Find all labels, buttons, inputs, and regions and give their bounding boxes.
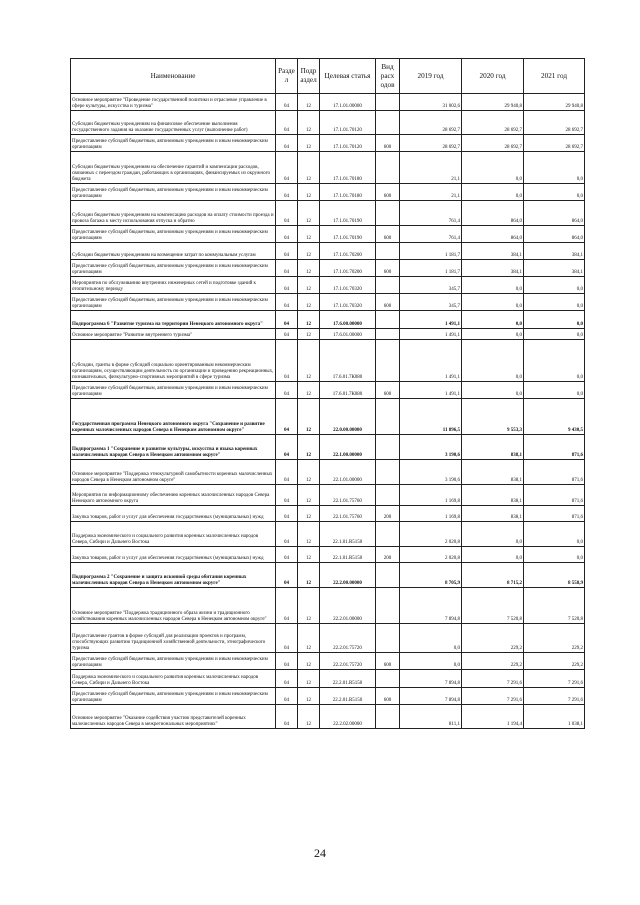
table-row <box>71 485 585 506</box>
row-podrazdel-cell: 12 <box>298 311 320 329</box>
row-expense-type-cell <box>376 243 400 260</box>
row-target-article-cell: 22.2.00.00000 <box>320 563 376 588</box>
row-expense-type-cell <box>376 311 400 329</box>
row-2020-cell: 8 715,2 <box>462 563 524 588</box>
row-target-article-cell: 17.6.00.00000 <box>320 311 376 329</box>
row-2020-cell: 7 291,6 <box>462 670 524 688</box>
row-2020-cell: 0,0 <box>462 329 524 340</box>
row-name-cell: Субсидии бюджетным учреждениям на возмещение затрат по коммунальным услугам <box>71 243 276 260</box>
row-podrazdel-cell: 12 <box>298 111 320 135</box>
row-2020-cell: 1 194,4 <box>462 705 524 729</box>
row-podrazdel-cell: 12 <box>298 243 320 260</box>
row-razdel-cell: 04 <box>276 653 298 670</box>
row-2021-cell: 229,2 <box>524 653 585 670</box>
budget-table-sheet <box>70 58 584 729</box>
row-razdel-cell: 04 <box>276 670 298 688</box>
row-expense-type-cell <box>376 624 400 653</box>
row-podrazdel-cell: 12 <box>298 201 320 226</box>
table-row <box>71 522 585 547</box>
row-podrazdel-cell: 12 <box>298 653 320 670</box>
row-2021-cell: 871,6 <box>524 506 585 522</box>
row-2020-cell: 28 692,7 <box>462 135 524 152</box>
row-target-article-cell: 22.2.02.00000 <box>320 705 376 729</box>
row-2021-cell: 0,0 <box>524 311 585 329</box>
table-row <box>71 277 585 294</box>
row-2021-cell: 384,1 <box>524 243 585 260</box>
row-target-article-cell: 22.1.01.R5150 <box>320 547 376 563</box>
row-expense-type-cell: 600 <box>376 260 400 277</box>
row-name-cell: Предоставление субсидий бюджетным, автономным учреждениям и иным некоммерческим организациям <box>71 260 276 277</box>
row-2021-cell: 0,0 <box>524 340 585 382</box>
row-razdel-cell: 04 <box>276 277 298 294</box>
table-row <box>71 624 585 653</box>
row-podrazdel-cell: 12 <box>298 152 320 184</box>
row-name-cell: Предоставление субсидий бюджетным, автономным учреждениям и иным некоммерческим организациям <box>71 184 276 201</box>
row-target-article-cell: 17.1.01.70320 <box>320 294 376 311</box>
row-2019-cell: 1 181,7 <box>400 243 462 260</box>
row-name-cell: Субсидии, гранты в форме субсидий социально ориентированным некоммерческим организациям, осуществляющим деятельность по организации и проведению рекреационных, познавательных, физкультурно-спортивных мероприятий в сфере туризма <box>71 340 276 382</box>
row-2021-cell: 28 692,7 <box>524 111 585 135</box>
row-2019-cell: 1 491,1 <box>400 340 462 382</box>
row-2021-cell: 871,6 <box>524 435 585 460</box>
row-target-article-cell: 17.1.01.70190 <box>320 226 376 243</box>
row-expense-type-cell <box>376 152 400 184</box>
header-year-2019: 2019 год <box>400 59 462 94</box>
row-2020-cell: 9 553,3 <box>462 399 524 435</box>
row-2020-cell: 864,0 <box>462 201 524 226</box>
row-podrazdel-cell: 12 <box>298 485 320 506</box>
row-podrazdel-cell: 12 <box>298 399 320 435</box>
row-target-article-cell: 22.1.01.75760 <box>320 485 376 506</box>
table-row <box>71 94 585 111</box>
row-name-cell: Предоставление субсидий бюджетным, автономным учреждениям и иным некоммерческим организациям <box>71 688 276 705</box>
row-2021-cell: 0,0 <box>524 382 585 399</box>
row-target-article-cell: 17.1.01.70120 <box>320 135 376 152</box>
row-2019-cell: 3 190,6 <box>400 460 462 485</box>
row-target-article-cell: 17.1.01.00000 <box>320 94 376 111</box>
page-number: 24 <box>314 846 326 860</box>
row-expense-type-cell: 600 <box>376 135 400 152</box>
table-row <box>71 435 585 460</box>
row-podrazdel-cell: 12 <box>298 260 320 277</box>
row-target-article-cell: 22.2.01.R5150 <box>320 688 376 705</box>
row-name-cell: Основное мероприятие "Проведение государственной политики и отраслевое управление в сфере культуры, искусства и туризма" <box>71 94 276 111</box>
row-razdel-cell: 04 <box>276 111 298 135</box>
row-target-article-cell: 17.6.01.00000 <box>320 329 376 340</box>
row-2021-cell: 7 291,6 <box>524 670 585 688</box>
row-podrazdel-cell: 12 <box>298 382 320 399</box>
row-2019-cell: 2 020,8 <box>400 522 462 547</box>
row-expense-type-cell <box>376 329 400 340</box>
row-razdel-cell: 04 <box>276 624 298 653</box>
row-name-cell: Предоставление субсидий бюджетным, автономным учреждениям и иным некоммерческим организациям <box>71 382 276 399</box>
row-name-cell: Предоставление грантов в форме субсидий для реализации проектов и программ, способствующих развитию традиционной хозяйственной деятельности, этнографического туризма <box>71 624 276 653</box>
header-name: Наименование <box>71 59 276 94</box>
row-podrazdel-cell: 12 <box>298 277 320 294</box>
row-2019-cell: 8 705,9 <box>400 563 462 588</box>
row-2020-cell: 0,0 <box>462 522 524 547</box>
row-2020-cell: 0,0 <box>462 547 524 563</box>
row-expense-type-cell <box>376 588 400 624</box>
row-podrazdel-cell: 12 <box>298 135 320 152</box>
row-2019-cell: 28 692,7 <box>400 111 462 135</box>
row-2021-cell: 0,0 <box>524 294 585 311</box>
row-2020-cell: 7 291,6 <box>462 688 524 705</box>
header-razdel: Разде л <box>276 59 298 94</box>
row-2020-cell: 0,0 <box>462 340 524 382</box>
table-row <box>71 135 585 152</box>
row-name-cell: Субсидии бюджетным учреждениям на компенсацию расходов на оплату стоимости проезда и провоза багажа к месту использования отпуска и обратно <box>71 201 276 226</box>
row-name-cell: Предоставление субсидий бюджетным, автономным учреждениям и иным некоммерческим организациям <box>71 226 276 243</box>
row-2019-cell: 28 692,7 <box>400 135 462 152</box>
row-2019-cell: 3 190,6 <box>400 435 462 460</box>
row-2019-cell: 0,0 <box>400 624 462 653</box>
row-target-article-cell: 17.6.01.7К080 <box>320 340 376 382</box>
row-target-article-cell: 17.1.01.70180 <box>320 184 376 201</box>
row-podrazdel-cell: 12 <box>298 588 320 624</box>
row-razdel-cell: 04 <box>276 399 298 435</box>
row-2021-cell: 0,0 <box>524 152 585 184</box>
header-podrazdel: Подр аздел <box>298 59 320 94</box>
row-2021-cell: 7 520,8 <box>524 588 585 624</box>
row-razdel-cell: 04 <box>276 226 298 243</box>
row-2021-cell: 871,6 <box>524 460 585 485</box>
table-row <box>71 563 585 588</box>
row-podrazdel-cell: 12 <box>298 184 320 201</box>
row-podrazdel-cell: 12 <box>298 688 320 705</box>
table-row <box>71 226 585 243</box>
header-expense-type: Вид расх одов <box>376 59 400 94</box>
row-name-cell: Мероприятия по обслуживанию внутренних инженерных сетей и подготовке зданий к отопительному периоду <box>71 277 276 294</box>
row-name-cell: Предоставление субсидий бюджетным, автономным учреждениям и иным некоммерческим организациям <box>71 294 276 311</box>
row-2021-cell: 864,0 <box>524 201 585 226</box>
row-2021-cell: 28 692,7 <box>524 135 585 152</box>
row-podrazdel-cell: 12 <box>298 506 320 522</box>
table-row <box>71 588 585 624</box>
row-2021-cell: 9 430,5 <box>524 399 585 435</box>
row-razdel-cell: 04 <box>276 460 298 485</box>
row-razdel-cell: 04 <box>276 152 298 184</box>
row-2019-cell: 345,7 <box>400 294 462 311</box>
row-target-article-cell: 17.1.01.70180 <box>320 152 376 184</box>
row-podrazdel-cell: 12 <box>298 670 320 688</box>
row-razdel-cell: 04 <box>276 260 298 277</box>
row-2019-cell: 2 020,8 <box>400 547 462 563</box>
row-target-article-cell: 17.1.01.70320 <box>320 277 376 294</box>
row-name-cell: Предоставление субсидий бюджетным, автономным учреждениям и иным некоммерческим организациям <box>71 653 276 670</box>
row-razdel-cell: 04 <box>276 94 298 111</box>
row-2019-cell: 1 491,1 <box>400 329 462 340</box>
row-expense-type-cell <box>376 670 400 688</box>
row-expense-type-cell: 600 <box>376 184 400 201</box>
row-razdel-cell: 04 <box>276 588 298 624</box>
table-row <box>71 260 585 277</box>
row-expense-type-cell: 200 <box>376 547 400 563</box>
row-2020-cell: 384,1 <box>462 260 524 277</box>
table-row <box>71 382 585 399</box>
row-2021-cell: 0,0 <box>524 277 585 294</box>
table-row <box>71 506 585 522</box>
row-2019-cell: 761,4 <box>400 201 462 226</box>
row-2021-cell: 871,6 <box>524 485 585 506</box>
row-name-cell: Основное мероприятие "Поддержка традиционного образа жизни и традиционного хозяйствования коренных малочисленных народов Севера в Ненецком автономном округе" <box>71 588 276 624</box>
row-razdel-cell: 04 <box>276 184 298 201</box>
row-2020-cell: 838,1 <box>462 485 524 506</box>
row-razdel-cell: 04 <box>276 705 298 729</box>
row-podrazdel-cell: 12 <box>298 340 320 382</box>
row-2021-cell: 229,2 <box>524 624 585 653</box>
row-podrazdel-cell: 12 <box>298 522 320 547</box>
row-2021-cell: 384,1 <box>524 260 585 277</box>
row-target-article-cell: 17.1.01.70200 <box>320 260 376 277</box>
table-row <box>71 311 585 329</box>
row-2021-cell: 864,0 <box>524 226 585 243</box>
row-target-article-cell: 22.1.00.00000 <box>320 435 376 460</box>
row-2020-cell: 864,0 <box>462 226 524 243</box>
row-2019-cell: 11 896,5 <box>400 399 462 435</box>
table-row <box>71 152 585 184</box>
row-name-cell: Основное мероприятие "Оказание содействия участию представителей коренных малочисленных народов Севера в межрегиональных мероприятиях" <box>71 705 276 729</box>
row-expense-type-cell: 600 <box>376 653 400 670</box>
row-2019-cell: 811,1 <box>400 705 462 729</box>
row-razdel-cell: 04 <box>276 329 298 340</box>
row-target-article-cell: 17.1.01.70120 <box>320 111 376 135</box>
row-2021-cell: 7 291,6 <box>524 688 585 705</box>
row-2019-cell: 31 002,6 <box>400 94 462 111</box>
row-2020-cell: 838,1 <box>462 460 524 485</box>
row-podrazdel-cell: 12 <box>298 705 320 729</box>
row-razdel-cell: 04 <box>276 311 298 329</box>
row-expense-type-cell <box>376 340 400 382</box>
table-row <box>71 329 585 340</box>
row-target-article-cell: 17.6.01.7К080 <box>320 382 376 399</box>
row-target-article-cell: 22.2.01.75720 <box>320 653 376 670</box>
row-expense-type-cell: 600 <box>376 688 400 705</box>
header-target-article: Целевая статья <box>320 59 376 94</box>
row-2019-cell: 1 491,1 <box>400 382 462 399</box>
header-year-2021: 2021 год <box>524 59 585 94</box>
row-podrazdel-cell: 12 <box>298 624 320 653</box>
row-2020-cell: 838,1 <box>462 435 524 460</box>
row-target-article-cell: 22.2.01.75720 <box>320 624 376 653</box>
row-2019-cell: 1 491,1 <box>400 311 462 329</box>
row-razdel-cell: 04 <box>276 201 298 226</box>
row-2020-cell: 384,1 <box>462 243 524 260</box>
row-name-cell: Подпрограмма 6 "Развитие туризма на территории Ненецкого автономного округа" <box>71 311 276 329</box>
row-target-article-cell: 22.2.01.R5150 <box>320 670 376 688</box>
row-name-cell: Основное мероприятие "Развитие внутреннего туризма" <box>71 329 276 340</box>
row-razdel-cell: 04 <box>276 382 298 399</box>
row-target-article-cell: 22.1.01.75760 <box>320 506 376 522</box>
table-row <box>71 688 585 705</box>
row-2021-cell: 0,0 <box>524 522 585 547</box>
table-row <box>71 670 585 688</box>
row-2021-cell: 0,0 <box>524 184 585 201</box>
row-2020-cell: 0,0 <box>462 311 524 329</box>
budget-table <box>70 58 585 729</box>
row-podrazdel-cell: 12 <box>298 226 320 243</box>
row-razdel-cell: 04 <box>276 243 298 260</box>
row-podrazdel-cell: 12 <box>298 329 320 340</box>
row-name-cell: Подпрограмма 1 "Сохранение и развитие культуры, искусства и языка коренных малочисленных народов Севера в Ненецком автономном округе" <box>71 435 276 460</box>
table-row <box>71 705 585 729</box>
table-row <box>71 399 585 435</box>
row-razdel-cell: 04 <box>276 485 298 506</box>
row-razdel-cell: 04 <box>276 435 298 460</box>
row-name-cell: Субсидии бюджетным учреждениям на финансовое обеспечение выполнения государственного задания на оказание государственных услуг (выполнение работ) <box>71 111 276 135</box>
row-target-article-cell: 22.0.00.00000 <box>320 399 376 435</box>
row-razdel-cell: 04 <box>276 340 298 382</box>
row-expense-type-cell: 600 <box>376 226 400 243</box>
row-target-article-cell: 22.1.01.00000 <box>320 460 376 485</box>
row-podrazdel-cell: 12 <box>298 460 320 485</box>
row-name-cell: Мероприятия по информационному обеспечению коренных малочисленных народов Севера Ненецкого автономного округа <box>71 485 276 506</box>
row-podrazdel-cell: 12 <box>298 435 320 460</box>
row-podrazdel-cell: 12 <box>298 563 320 588</box>
row-2019-cell: 1 181,7 <box>400 260 462 277</box>
row-razdel-cell: 04 <box>276 522 298 547</box>
row-2021-cell: 29 940,8 <box>524 94 585 111</box>
row-expense-type-cell <box>376 485 400 506</box>
table-row <box>71 243 585 260</box>
row-name-cell: Субсидии бюджетным учреждениям на обеспечение гарантий и компенсации расходов, связанных с переездом граждан, работающих в организациях, финансируемых из окружного бюджета <box>71 152 276 184</box>
row-razdel-cell: 04 <box>276 135 298 152</box>
table-row <box>71 653 585 670</box>
row-podrazdel-cell: 12 <box>298 94 320 111</box>
row-2019-cell: 7 894,8 <box>400 688 462 705</box>
table-row <box>71 547 585 563</box>
row-2020-cell: 0,0 <box>462 277 524 294</box>
row-expense-type-cell: 200 <box>376 506 400 522</box>
row-expense-type-cell: 600 <box>376 382 400 399</box>
table-body <box>71 94 585 729</box>
table-row <box>71 201 585 226</box>
row-2020-cell: 28 692,7 <box>462 111 524 135</box>
row-expense-type-cell <box>376 399 400 435</box>
row-razdel-cell: 04 <box>276 563 298 588</box>
row-2019-cell: 7 894,8 <box>400 670 462 688</box>
table-row <box>71 340 585 382</box>
row-2020-cell: 7 520,8 <box>462 588 524 624</box>
row-2021-cell: 8 558,9 <box>524 563 585 588</box>
row-target-article-cell: 22.2.01.00000 <box>320 588 376 624</box>
row-2020-cell: 229,2 <box>462 653 524 670</box>
row-expense-type-cell <box>376 277 400 294</box>
row-2021-cell: 0,0 <box>524 329 585 340</box>
row-2020-cell: 29 940,8 <box>462 94 524 111</box>
row-name-cell: Подпрограмма 2 "Сохранение и защита исконной среды обитания коренных малочисленных народов Севера в Ненецком автономном округе" <box>71 563 276 588</box>
row-expense-type-cell <box>376 705 400 729</box>
row-target-article-cell: 17.1.01.70200 <box>320 243 376 260</box>
row-name-cell: Государственная программа Ненецкого автономного округа "Сохранение и развитие коренных малочисленных народов Севера в Ненецком автономном округе" <box>71 399 276 435</box>
row-2019-cell: 0,0 <box>400 653 462 670</box>
row-podrazdel-cell: 12 <box>298 547 320 563</box>
row-2020-cell: 0,0 <box>462 152 524 184</box>
row-2019-cell: 345,7 <box>400 277 462 294</box>
table-row <box>71 294 585 311</box>
row-target-article-cell: 17.1.01.70190 <box>320 201 376 226</box>
row-2019-cell: 21,1 <box>400 152 462 184</box>
row-expense-type-cell: 600 <box>376 294 400 311</box>
row-2021-cell: 1 038,1 <box>524 705 585 729</box>
row-name-cell: Основное мероприятие "Поддержка этнокультурной самобытности коренных малочисленных народов Севера в Ненецком автономном округе" <box>71 460 276 485</box>
row-expense-type-cell <box>376 563 400 588</box>
row-2019-cell: 1 169,8 <box>400 506 462 522</box>
row-razdel-cell: 04 <box>276 506 298 522</box>
row-expense-type-cell <box>376 201 400 226</box>
row-2020-cell: 838,1 <box>462 506 524 522</box>
row-razdel-cell: 04 <box>276 294 298 311</box>
row-podrazdel-cell: 12 <box>298 294 320 311</box>
row-target-article-cell: 22.1.01.R5150 <box>320 522 376 547</box>
row-2020-cell: 0,0 <box>462 184 524 201</box>
row-2019-cell: 761,4 <box>400 226 462 243</box>
row-2019-cell: 21,1 <box>400 184 462 201</box>
row-expense-type-cell <box>376 460 400 485</box>
row-name-cell: Поддержка экономического и социального развития коренных малочисленных народов Севера, Сибири и Дальнего Востока <box>71 670 276 688</box>
row-name-cell: Предоставление субсидий бюджетным, автономным учреждениям и иным некоммерческим организациям <box>71 135 276 152</box>
row-2020-cell: 0,0 <box>462 294 524 311</box>
row-2021-cell: 0,0 <box>524 547 585 563</box>
row-name-cell: Закупка товаров, работ и услуг для обеспечения государственных (муниципальных) нужд <box>71 547 276 563</box>
row-expense-type-cell <box>376 94 400 111</box>
table-row <box>71 111 585 135</box>
row-2019-cell: 1 169,8 <box>400 485 462 506</box>
table-row <box>71 184 585 201</box>
table-header-row <box>71 59 585 94</box>
row-expense-type-cell <box>376 522 400 547</box>
row-expense-type-cell <box>376 435 400 460</box>
header-year-2020: 2020 год <box>462 59 524 94</box>
row-name-cell: Закупка товаров, работ и услуг для обеспечения государственных (муниципальных) нужд <box>71 506 276 522</box>
row-razdel-cell: 04 <box>276 688 298 705</box>
table-row <box>71 460 585 485</box>
row-name-cell: Поддержка экономического и социального развития коренных малочисленных народов Севера, Сибири и Дальнего Востока <box>71 522 276 547</box>
row-expense-type-cell <box>376 111 400 135</box>
row-2019-cell: 7 894,8 <box>400 588 462 624</box>
row-razdel-cell: 04 <box>276 547 298 563</box>
row-2020-cell: 229,2 <box>462 624 524 653</box>
row-2020-cell: 0,0 <box>462 382 524 399</box>
